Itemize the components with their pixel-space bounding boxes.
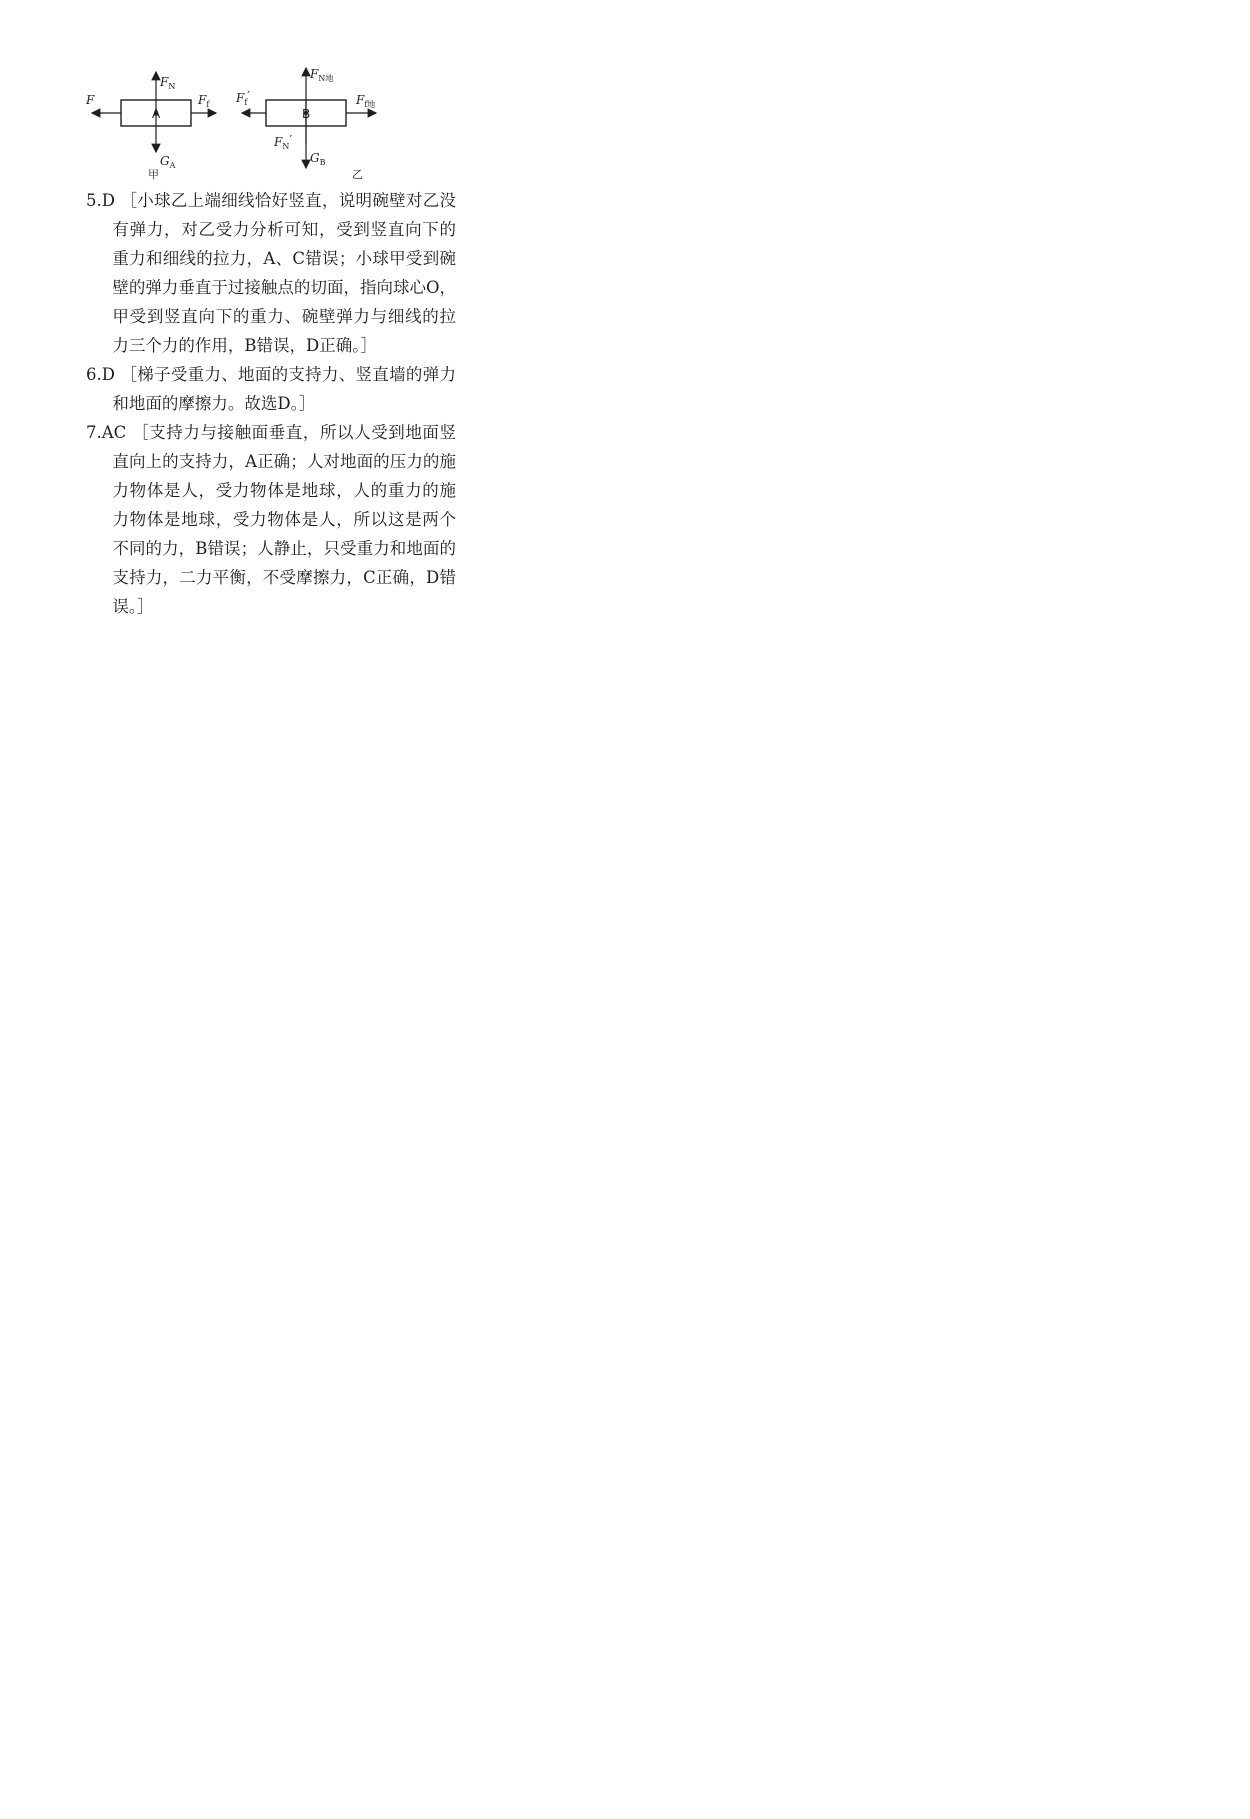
block-b-label: B — [302, 107, 311, 121]
block-a-label: A — [152, 107, 161, 121]
f-left-label: F — [86, 93, 95, 107]
ff-ground-label: $F_{f地}$ — [356, 93, 376, 109]
answer-7: 7.AC ［支持力与接触面垂直，所以人受到地面竖直向上的支持力，A正确；人对地面的压力的施力物体是人，受力物体是地球，人的重力的施力物体是地球，受力物体是人，所以这是两个不同的力，B错误；人静止，只受重力和地面的支持力，二力平衡，不受摩擦力，C正确，D错误。］ — [86, 423, 456, 616]
gb-label: $G_B$ — [310, 151, 326, 167]
ff-a-label: $F_f$ — [198, 93, 210, 109]
force-diagram — [86, 62, 456, 180]
caption-yi: 乙 — [352, 168, 363, 180]
caption-jia: 甲 — [148, 168, 159, 180]
ff-prime-label: $F_f'$ — [236, 89, 251, 107]
force-diagram-figure — [86, 62, 456, 180]
answer-6: 6.D ［梯子受重力、地面的支持力、竖直墙的弹力和地面的摩擦力。故选D。］ — [86, 365, 456, 413]
answer-5: 5.D ［小球乙上端细线恰好竖直，说明碗壁对乙没有弹力，对乙受力分析可知，受到竖直向下的重力和细线的拉力，A、C错误；小球甲受到碗壁的弹力垂直于过接触点的切面，指向球心O，甲受到竖直向下的重力、碗壁弹力与细线的拉力三个力的作用，B错误，D正确。］ — [86, 191, 456, 355]
fn-prime-label: $F_N'$ — [274, 133, 293, 151]
fnb-label: $F_{N地}$ — [310, 67, 334, 83]
answer-column-1 — [86, 62, 456, 621]
fn-a-label: $F_N$ — [160, 75, 176, 91]
ga-label: $G_A$ — [160, 154, 176, 170]
